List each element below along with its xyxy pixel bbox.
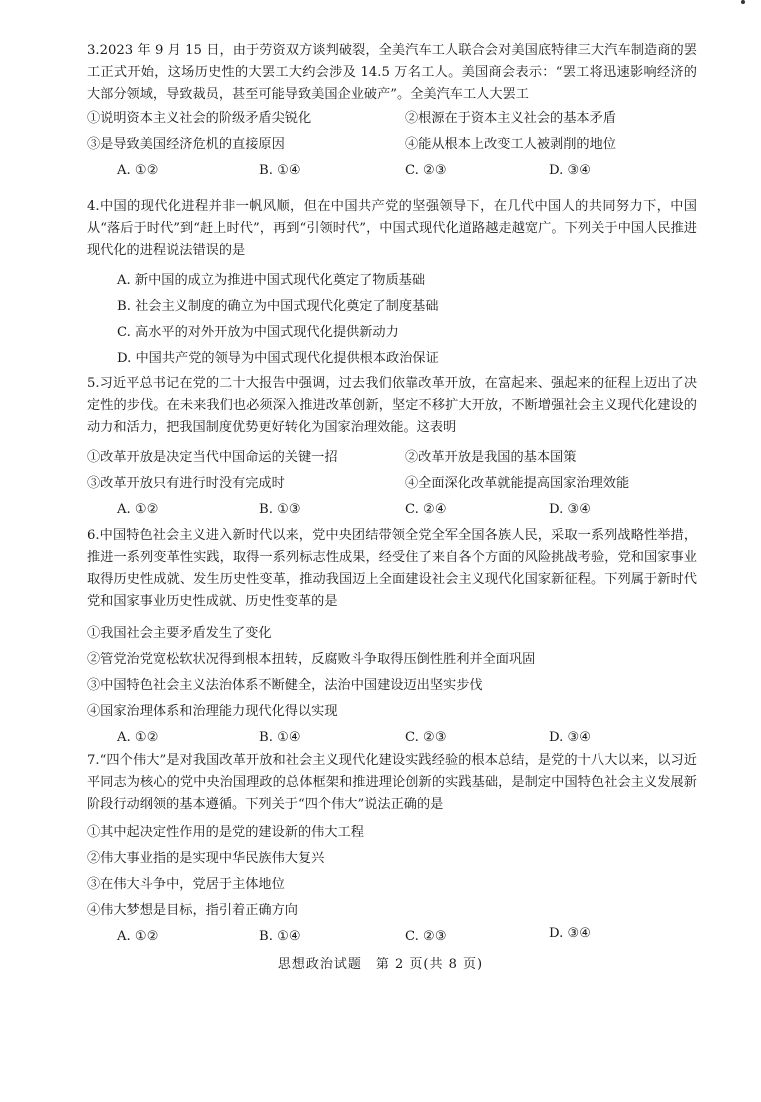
- choice-text: ①其中起决定性作用的是党的建设新的伟大工程: [87, 825, 364, 840]
- option-b[interactable]: B. ①③: [259, 502, 301, 517]
- question-5: [87, 373, 697, 523]
- option-a[interactable]: A. ①②: [117, 929, 159, 944]
- corner-mark: [741, 0, 745, 4]
- item-row: [87, 132, 697, 158]
- options-row: [87, 497, 697, 523]
- choice-text: ③在伟大斗争中，党居于主体地位: [87, 877, 285, 892]
- option-b[interactable]: B. ①④: [259, 730, 301, 745]
- option-d[interactable]: D. ③④: [549, 163, 592, 178]
- option-a[interactable]: A. ①②: [117, 163, 159, 178]
- question-stem: 6.中国特色社会主义进入新时代以来，党中央团结带领全党全军全国各族人民，采取一系列战略性举措，推进一系列变革性实践，取得一系列标志性成果，经受住了来自各个方面的风险挑战考验，党和国家事业取得历史性成就、发生历史性变革，推动我国迈上全面建设社会主义现代化国家新征程。下列属于新时代党和国家事业历史性成就、历史性变革的是: [87, 528, 697, 609]
- question-7: [87, 750, 697, 950]
- options-row: [87, 158, 697, 184]
- option-c[interactable]: C. ②③: [405, 929, 447, 944]
- item-row: [87, 445, 697, 471]
- option-b[interactable]: B. ①④: [259, 163, 301, 178]
- option-b[interactable]: B. ①④: [259, 929, 301, 944]
- question-stem: 5.习近平总书记在党的二十大报告中强调，过去我们依靠改革开放，在富起来、强起来的征程上迈出了决定性的步伐。在未来我们也必须深入推进改革创新，坚定不移扩大开放，不断增强社会主义现代化建设的动力和活力，把我国制度优势更好转化为国家治理效能。这表明: [87, 376, 697, 435]
- choice-item: [87, 872, 697, 898]
- choice-item: ①改革开放是决定当代中国命运的关键一招: [87, 450, 338, 465]
- choice-item: ②改革开放是我国的基本国策: [405, 450, 577, 465]
- choice-text: ②管党治党宽松软状况得到根本扭转，反腐败斗争取得压倒性胜利并全面巩固: [87, 652, 536, 667]
- option-d[interactable]: D. ③④: [549, 926, 592, 941]
- option-text: B. 社会主义制度的确立为中国式现代化奠定了制度基础: [117, 299, 439, 314]
- question-stem: 7.“四个伟大”是对我国改革开放和社会主义现代化建设实践经验的根本总结，是党的十八大以来，以习近平同志为核心的党中央治国理政的总体框架和推进理论创新的实践基础，是制定中国特色社会主义发展新阶段行动纲领的基本遵循。下列关于“四个伟大”说法正确的是: [87, 753, 697, 812]
- choice-text: ④国家治理体系和治理能力现代化得以实现: [87, 704, 338, 719]
- page-footer: 思想政治试题 第 2 页(共 8 页): [277, 957, 484, 972]
- choice-item: ②根源在于资本主义社会的基本矛盾: [405, 111, 616, 126]
- item-row: [87, 106, 697, 132]
- option-a[interactable]: [87, 268, 697, 294]
- question-3: [87, 40, 697, 184]
- option-text: C. 高水平的对外开放为中国式现代化提供新动力: [117, 325, 399, 340]
- option-c[interactable]: [87, 320, 697, 346]
- choice-item: ③改革开放只有进行时没有完成时: [87, 476, 285, 491]
- choice-item: [87, 673, 697, 699]
- choice-text: ②伟大事业指的是实现中华民族伟大复兴: [87, 851, 325, 866]
- option-b[interactable]: [87, 294, 697, 320]
- option-d[interactable]: D. ③④: [549, 730, 592, 745]
- choice-item: ④全面深化改革就能提高国家治理效能: [405, 476, 630, 491]
- item-row: [87, 471, 697, 497]
- option-d[interactable]: D. ③④: [549, 502, 592, 517]
- question-stem: 4.中国的现代化进程并非一帆风顺，但在中国共产党的坚强领导下，在几代中国人的共同努力下，中国从“落后于时代”到“赶上时代”，再到“引领时代”，中国式现代化道路越走越宽广。下列关于中国人民推进现代化的进程说法错误的是: [87, 199, 697, 258]
- choice-item: [87, 699, 697, 725]
- choice-item: ①说明资本主义社会的阶级矛盾尖锐化: [87, 111, 312, 126]
- choice-item: [87, 898, 697, 924]
- choice-item: [87, 846, 697, 872]
- option-a[interactable]: A. ①②: [117, 730, 159, 745]
- choice-text: ③中国特色社会主义法治体系不断健全，法治中国建设迈出坚实步伐: [87, 678, 483, 693]
- option-c[interactable]: C. ②③: [405, 163, 447, 178]
- option-text: D. 中国共产党的领导为中国式现代化提供根本政治保证: [117, 351, 439, 366]
- option-c[interactable]: C. ②③: [405, 730, 447, 745]
- question-stem: 3.2023 年 9 月 15 日，由于劳资双方谈判破裂，全美汽车工人联合会对美国底特律三大汽车制造商的罢工正式开始，这场历史性的大罢工大约会涉及 14.5 万名工人。美国商会表示：“罢工将迅速影响经济的大部分领域，导致裁员，甚至可能导致美国企业破产”。全美汽车工人大罢工: [87, 43, 697, 102]
- choice-text: ④伟大梦想是目标，指引着正确方向: [87, 903, 298, 918]
- option-text: A. 新中国的成立为推进中国式现代化奠定了物质基础: [117, 273, 426, 288]
- options-row: [87, 924, 697, 950]
- choice-item: [87, 621, 697, 647]
- question-4: [87, 196, 697, 372]
- option-d[interactable]: [87, 346, 697, 372]
- choice-item: ③是导致美国经济危机的直接原因: [87, 137, 285, 152]
- choice-item: [87, 647, 697, 673]
- option-c[interactable]: C. ②④: [405, 502, 447, 517]
- choice-item: [87, 820, 697, 846]
- question-6: [87, 525, 697, 751]
- options-row: [87, 725, 697, 751]
- choice-text: ①我国社会主要矛盾发生了变化: [87, 626, 272, 641]
- option-a[interactable]: A. ①②: [117, 502, 159, 517]
- choice-item: ④能从根本上改变工人被剥削的地位: [405, 137, 616, 152]
